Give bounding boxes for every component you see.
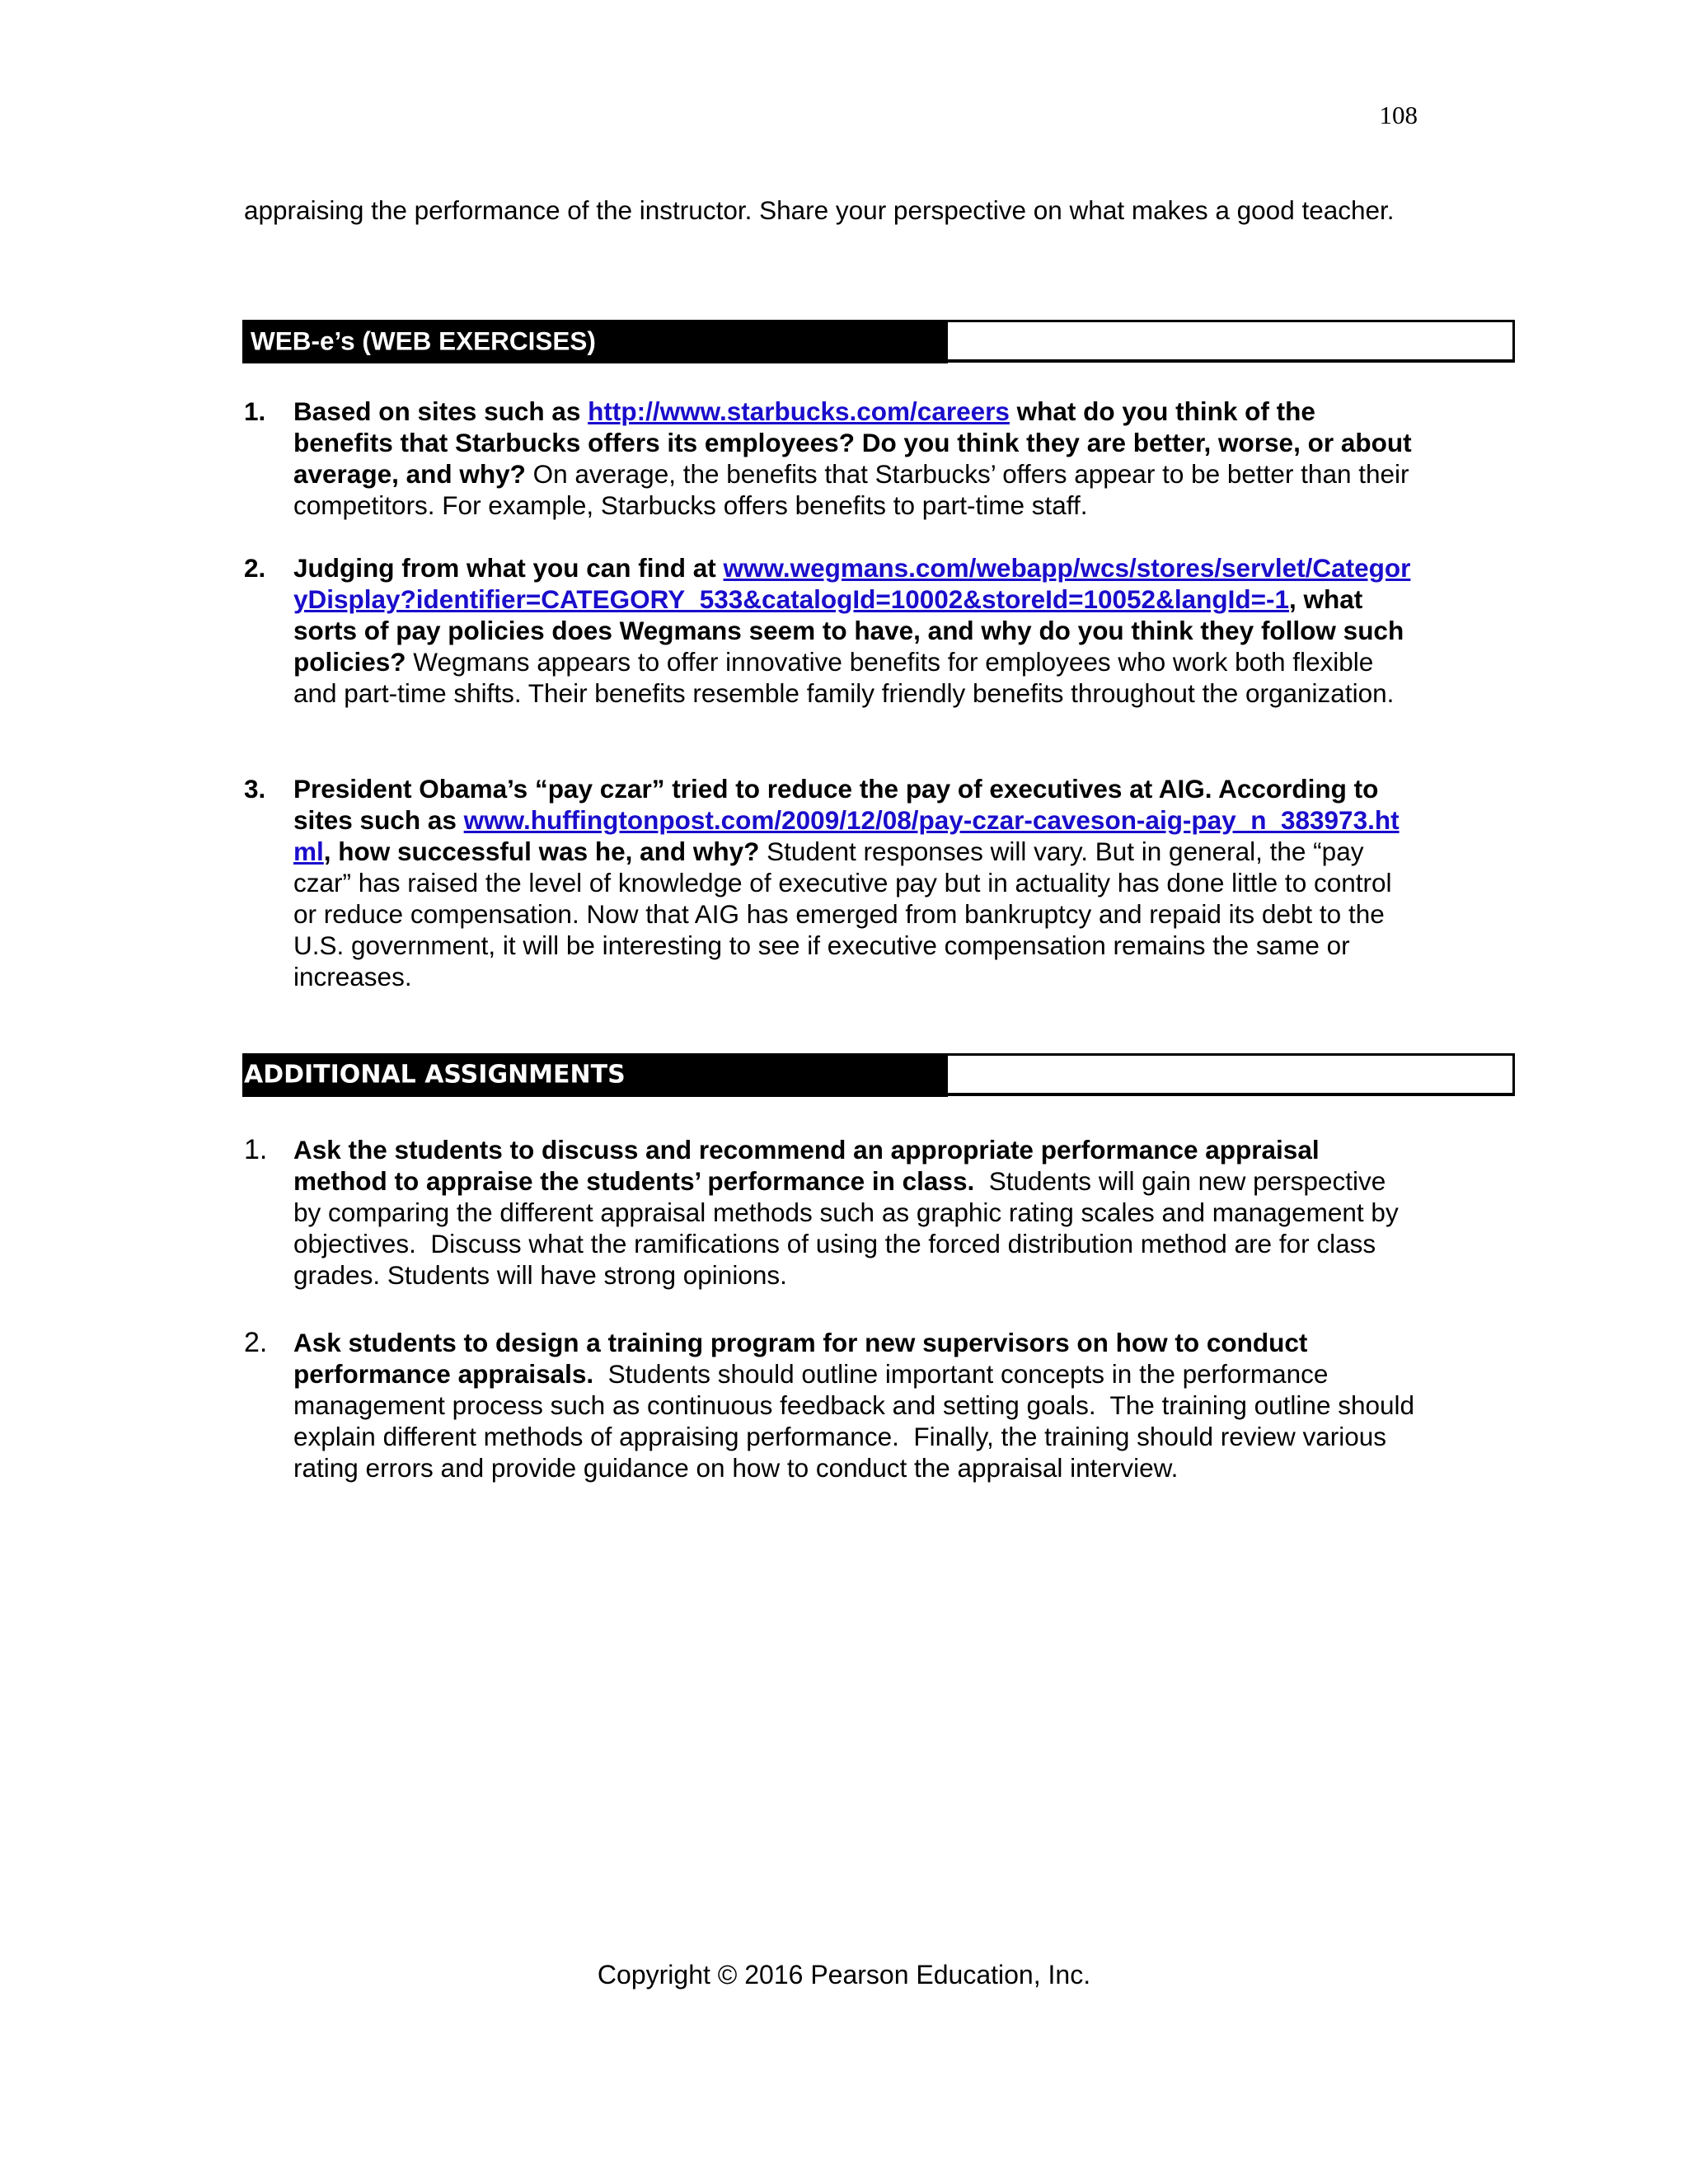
answer-text: Student responses will vary. But in general, the “pay czar” has raised the level of knowledge of executive pay but in actuality has done little to control or reduce compensation. Now that AIG has emerged from bankruptcy and repaid its debt to the U.S. government, it will be interesting to see if executive compensation remains the same or increases. — [293, 837, 1392, 991]
web-exercise-item-2 — [244, 552, 1416, 709]
question-text: Ask the students to discuss and recommend an appropriate performance appraisal method to appraise the students’ performance in class. — [293, 1135, 1320, 1196]
question-text: , what sorts of pay policies does Wegmans seem to have, and why do you think they follow such policies? — [293, 584, 1404, 677]
copyright-footer: Copyright © 2016 Pearson Education, Inc. — [597, 1960, 1091, 1990]
item-number: 2. — [244, 553, 266, 583]
additional-assignments-header — [242, 1053, 1515, 1096]
question-text: Ask students to design a training program for new supervisors on how to conduct performance appraisals. — [293, 1328, 1308, 1389]
question-text: Based on sites such as — [293, 396, 588, 426]
item-number: 1. — [244, 1134, 268, 1165]
answer-text: Wegmans appears to offer innovative benefits for employees who work both flexible and part-time shifts. Their benefits resemble family friendly benefits throughout the organization. — [293, 647, 1395, 708]
question-text: , how successful was he, and why? — [323, 837, 760, 866]
item-number: 3. — [244, 774, 266, 804]
additional-assignments-title: ADDITIONAL ASSIGNMENTS — [244, 1060, 626, 1089]
starbucks-careers-link[interactable]: http://www.starbucks.com/careers — [588, 396, 1010, 426]
web-exercises-header — [242, 320, 1515, 363]
question-text: what do you think of the benefits that Starbucks offers its employees? Do you think they are better, worse, or about average, and why? — [293, 396, 1412, 489]
intro-paragraph: appraising the performance of the instructor. Share your perspective on what makes a good teacher. — [244, 195, 1395, 225]
item-number: 2. — [244, 1327, 268, 1358]
web-exercise-item-3 — [244, 773, 1416, 992]
web-exercise-item-1 — [244, 396, 1416, 521]
answer-text: On average, the benefits that Starbucks’ offers appear to be better than their competitors. For example, Starbucks offers benefits to part-time staff. — [293, 459, 1409, 520]
answer-text: Students will gain new perspective by comparing the different appraisal methods such as graphic rating scales and management by objectives. Discuss what the ramifications of using the forced distribution method are for class grades. Students will have strong opinions. — [293, 1166, 1406, 1290]
assignment-item-2 — [244, 1327, 1422, 1483]
assignment-item-1 — [244, 1134, 1416, 1291]
question-text: Judging from what you can find at — [293, 553, 724, 583]
huffingtonpost-link[interactable]: www.huffingtonpost.com/2009/12/08/pay-czar-caveson-aig-pay_n_383973.html — [293, 805, 1400, 866]
question-text: President Obama’s “pay czar” tried to reduce the pay of executives at AIG. According to sites such as — [293, 774, 1379, 835]
page-number: 108 — [1379, 101, 1418, 129]
answer-text: Students should outline important concepts in the performance management process such as continuous feedback and setting goals. The training outline should explain different methods of appraising performance. Finally, the training should review various rating errors and provide guidance on how to conduct the appraisal interview. — [293, 1359, 1422, 1483]
item-number: 1. — [244, 396, 266, 426]
web-exercises-title: WEB-e’s (WEB EXERCISES) — [251, 326, 596, 355]
wegmans-link[interactable]: www.wegmans.com/webapp/wcs/stores/servlet/CategoryDisplay?identifier=CATEGORY_533&catalogId=10002&storeId=10052&langId=-1 — [293, 553, 1411, 614]
